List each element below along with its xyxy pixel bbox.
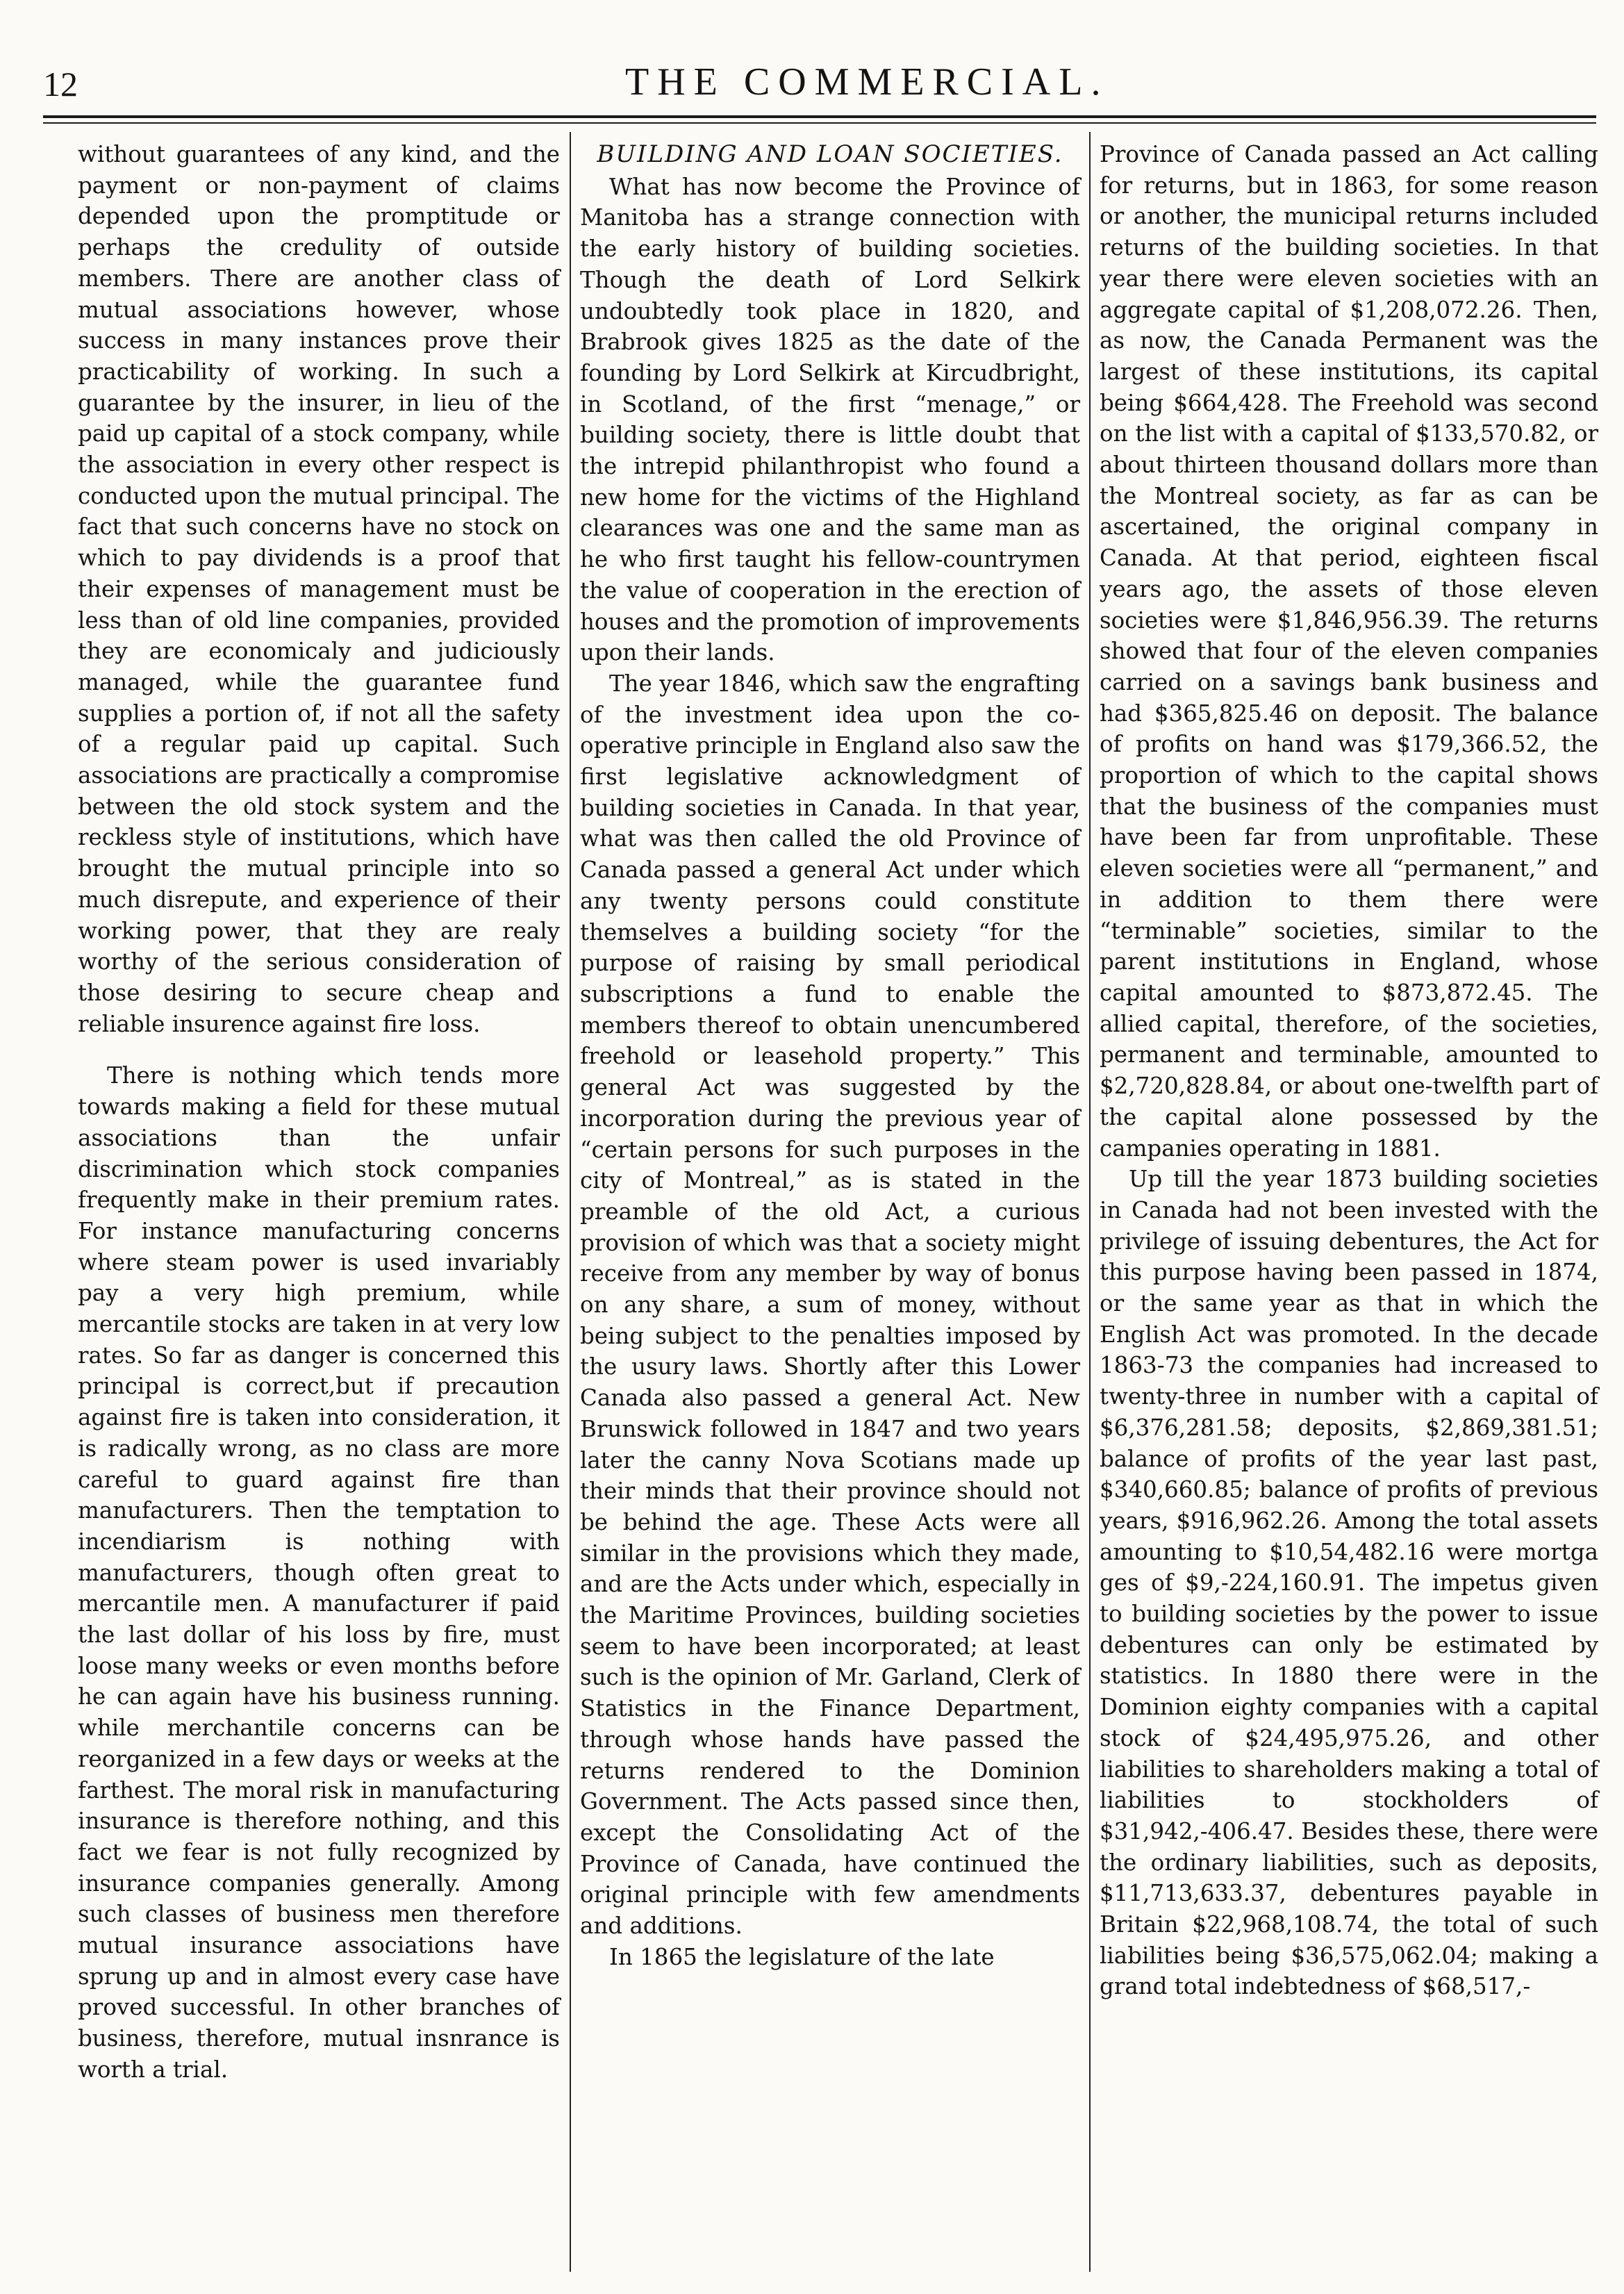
page-number: 12 xyxy=(43,65,78,104)
paragraph: Up till the year 1873 building societies in Canada had not been invested with the privilege of issuing debentures, the Act for this purpose having been passed in 1874, or the same year as that in which the English Act was promoted. In the decade 1863-73 the companies had increased to twenty-three in number with a capital of $6,376,281.58; deposits, $2,869,381.51; balance of profits of the year last past, $340,660.85; balance of profits of previous years, $916,962.26. Among the total assets amounting to $10,54,482.16 were mortga ges of $9,-224,160.91. The impetus given to building societies by the power to issue debentures can only be estimated by statistics. In 1880 there were in the Dominion eighty companies with a capital stock of $24,495,975.26, and other liabilities to shareholders making a total of liabilities to stockholders of $31,942,-406.47. Besides these, there were the ordinary liabilities, such as deposits, $11,713,633.37, debentures payable in Britain $22,968,108.74, the total of such liabilities being $36,575,062.04; making a grand total indebtedness of $68,517,- xyxy=(1100,1166,1598,2000)
paragraph: without guarantees of any kind, and the payment or non-payment of claims depended upon the promptitude or perhaps the credulity of outside members. There are another class of mutual associations however, whose success in many instances prove their practicability of working. In such a guarantee by the insurer, in lieu of the paid up capital of a stock company, while the association in every other respect is conducted upon the mutual principal. The fact that such concerns have no stock on which to pay dividends is a proof that their expenses of management must be less than of old line companies, provided they are economicaly and judiciously managed, while the guarantee fund supplies a portion of, if not all the safety of a regular paid up capital. Such associations are practically a compromise between the old stock system and the reckless style of institutions, which have brought the mutual principle into so much disrepute, and experience of their working power, that they are realy worthy of the serious consideration of those desiring to secure cheap and reliable insurence against fire loss. xyxy=(78,141,560,1037)
header-rule-thin xyxy=(43,122,1596,124)
paragraph: In 1865 the legislature of the late xyxy=(609,1943,995,1970)
column-divider-2 xyxy=(1089,132,1091,2272)
paragraph: The year 1846, which saw the engrafting of the investment idea upon the co-operative principle in England also saw the first legislative acknowledgment of building societies in Canada. In that year, what was then called the old Province of Canada passed a general Act under which any twenty persons could constitute themselves a building society “for the purpose of raising by small periodical subscriptions a fund to enable the members thereof to obtain unencumbered freehold or leasehold property.” This general Act was suggested by the incorporation during the previous year of “certain persons for such purposes in the city of Montreal,” as is stated in the preamble of the old Act, a curious provision of which was that a society might receive from any member by way of bonus on any share, a sum of money, without being subject to the penalties imposed by the usury laws. Shortly after this Lower Canada also passed a general Act. New Brunswick followed in 1847 and two years later the canny Nova Scotians made up their minds that their province should not be behind the age. These Acts were all similar in the provisions which they made, and are the Acts under which, especially in the Maritime Provinces, building societies seem to have been incorporated; at least such is the opinion of Mr. Garland, Clerk of Statistics in the Finance Department, through whose hands have passed the returns rendered to the Dominion Government. The Acts passed since then, except the Consolidating Act of the Province of Canada, have continued the original principle with few amendments and additions. xyxy=(580,670,1080,1940)
column-1 xyxy=(78,139,560,2086)
column-2 xyxy=(580,139,1080,1972)
paragraph: Province of Canada passed an Act calling for returns, but in 1863, for some reason or another, the municipal returns included returns of the building societies. In that year there were eleven societies with an aggregate capital of $1,208,072.26. Then, as now, the Canada Permanent was the largest of these institutions, its capital being $664,428. The Freehold was second on the list with a capital of $133,570.82, or about thirteen thousand dollars more than the Montreal society, as far as can be ascertained, the original company in Canada. At that period, eighteen fiscal years ago, the assets of those eleven societies were $1,846,956.39. The returns showed that four of the eleven companies carried on a savings bank business and had $365,825.46 on deposit. The balance of profits on hand was $179,366.52, the proportion of which to the capital shows that the business of the companies must have been far from unprofitable. These eleven societies were all “permanent,” and in addition to them there were “terminable” societies, similar to the parent institutions in England, whose capital amounted to $873,872.45. The allied capital, therefore, of the societies, permanent and terminable, amounted to $2,720,828.84, or about one-twelfth part of the capital alone possessed by the campanies operating in 1881. xyxy=(1100,141,1598,1162)
column-3 xyxy=(1100,139,1598,2002)
paragraph: What has now become the Province of Manitoba has a strange connection with the early history of building societies. Though the death of Lord Selkirk undoubtedly took place in 1820, and Brabrook gives 1825 as the date of the founding by Lord Selkirk at Kircudbright, in Scotland, of the first “menage,” or building society, there is little doubt that the intrepid philanthropist who found a new home for the victims of the Highland clearances was one and the same man as he who first taught his fellow-countrymen the value of cooperation in the erection of houses and the promotion of improvements upon their lands. xyxy=(580,173,1080,666)
article-heading: BUILDING AND LOAN SOCIETIES. xyxy=(597,140,1063,168)
column-divider-1 xyxy=(570,132,571,2272)
masthead-title: THE COMMERCIAL. xyxy=(625,60,1109,104)
paragraph-gap xyxy=(78,1039,560,1060)
header-rule-thick xyxy=(43,115,1596,118)
paragraph: There is nothing which tends more towards making a field for these mutual associations than the unfair discrimination which stock companies frequently make in their premium rates. For instance manufacturing concerns where steam power is used invariably pay a very high premium, while mercantile stocks are taken in at very low rates. So far as danger is concerned this principal is correct,but if precaution against fire is taken into consideration, it is radically wrong, as no class are more careful to guard against fire than manufacturers. Then the temptation to incendiarism is nothing with manufacturers, though often great to mercantile men. A manufacturer if paid the last dollar of his loss by fire, must loose many weeks or even months before he can again have his business running. while merchantile concerns can be reorganized in a few days or weeks at the farthest. The moral risk in manufacturing insurance is therefore nothing, and this fact we fear is not fully recognized by insurance companies generally. Among such classes of business men therefore mutual insurance associations have sprung up and in almost every case have proved successful. In other branches of business, therefore, mutual insnrance is worth a trial. xyxy=(78,1062,560,2083)
